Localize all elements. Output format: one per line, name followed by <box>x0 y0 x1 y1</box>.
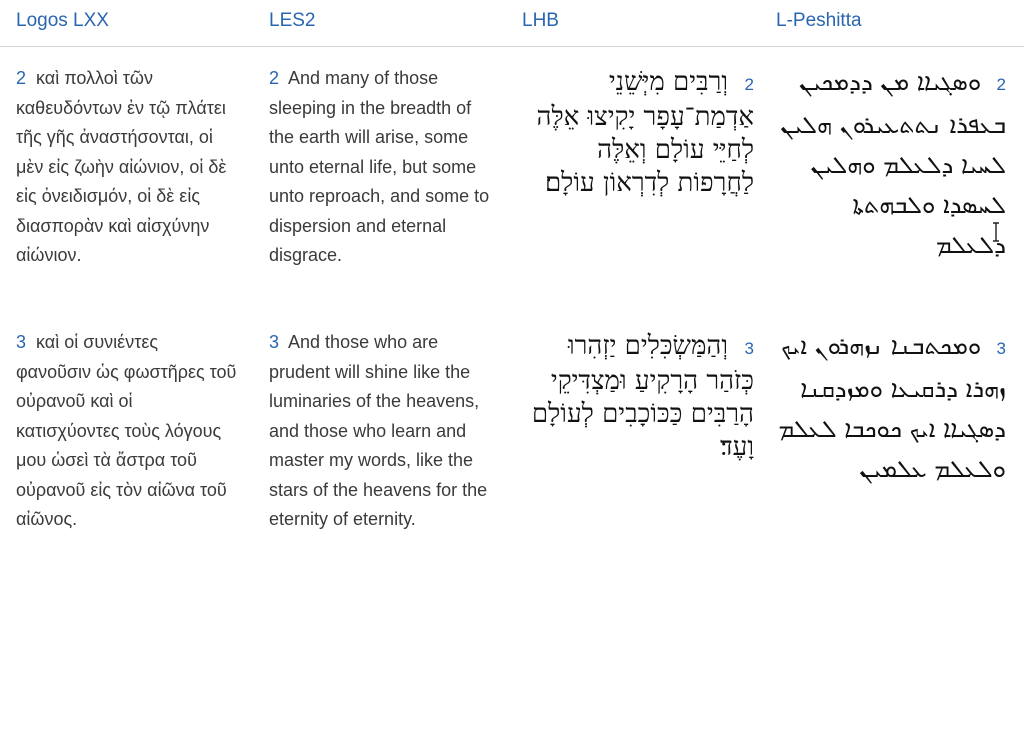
verse-text: ܘܣܓܝܐܐ ܡܢ ܕܕܡܟܝܢ ܒܥܦܪܐ ܢܬܬܥܝܪܘܢ ܗܠܝܢ ܠܚܝܐ ܕܠܥܠܡ ܘܗܠܝܢ ܠܚܣܕܐ ܘܠܒܗܬܬܐ ܕܠܥܠܡ <box>780 68 1006 259</box>
text-cursor-icon <box>992 222 1000 242</box>
verse-text: וְהַמַּשְׂכִּלִים יַזְהִרוּ כְּזֹהַר הָרָקִיעַ וּמַצְדִּיקֵי הָרַבִּים כַּכּוֹכָבִים לְעוֹלָם וָעֶד׃ <box>531 331 754 462</box>
column-title-logos-lxx[interactable]: Logos LXX <box>16 10 109 31</box>
lhb-verse-3 <box>522 330 754 464</box>
verse-text: וְרַבִּים מִיְּשֵׁנֵי אַדְמַת־עָפָר יָקִיצוּ אֵלֶּה לְחַיֵּי עוֹלָם וְאֵלֶּה לַחֲרָפוֹת לְדִרְאוֹן עוֹלָם׃ <box>536 67 754 198</box>
verse-text: ܘܡܟܬܒܢܐ ܢܙܗܪܘܢ ܐܝܟ ܙܗܪܐ ܕܪܩܝܥܐ ܘܡܙܕܩܢܐ ܕܣܓܝܐܐ ܐܝܟ ܟܘܟܒܐ ܠܥܠܡ ܘܠܥܠܡ ܥܠܡܝܢ <box>778 332 1006 483</box>
column-title-les2[interactable]: LES2 <box>269 10 316 31</box>
les2-verse-2 <box>269 64 501 271</box>
lxx-verse-3 <box>16 328 238 535</box>
verse-text: καὶ πολλοὶ τῶν καθευδόντων ἐν τῷ πλάτει τῆς γῆς ἀναστήσονται, οἱ μὲν εἰς ζωὴν αἰώνιον, οἱ δὲ εἰς ὀνειδισμόν, οἱ δὲ εἰς διασπορὰν καὶ αἰσχύνην αἰώνιον. <box>16 68 227 265</box>
verse-number[interactable]: 2 <box>744 75 754 94</box>
verse-number[interactable]: 2 <box>996 75 1006 94</box>
peshitta-verse-3 <box>776 326 1006 489</box>
verse-text: And many of those sleeping in the breadth of the earth will arise, some unto eternal life, but some unto reproach, and some to dispersion and eternal disgrace. <box>269 68 490 265</box>
verse-number[interactable]: 2 <box>16 68 27 88</box>
column-title-lhb[interactable]: LHB <box>522 10 559 31</box>
lhb-verse-2 <box>522 66 754 200</box>
verse-number[interactable]: 3 <box>269 332 280 352</box>
verse-text: And those who are prudent will shine like the luminaries of the heavens, and those who learn and master my words, like the stars of the heavens for the eternity of eternity. <box>269 332 488 529</box>
verse-number[interactable]: 2 <box>269 68 280 88</box>
column-title-l-peshitta[interactable]: L-Peshitta <box>776 10 862 31</box>
peshitta-verse-2 <box>776 62 1006 265</box>
verse-text: καὶ οἱ συνιέντες φανοῦσιν ὡς φωστῆρες τοῦ οὐρανοῦ καὶ οἱ κατισχύοντες τοὺς λόγους μου ὡσεὶ τὰ ἄστρα τοῦ οὐρανοῦ εἰς τὸν αἰῶνα τοῦ αἰῶνος. <box>16 332 237 529</box>
lxx-verse-2 <box>16 64 238 271</box>
column-header-bar <box>0 0 1024 47</box>
verse-number[interactable]: 3 <box>744 339 754 358</box>
les2-verse-3 <box>269 328 491 535</box>
verse-number[interactable]: 3 <box>996 339 1006 358</box>
verse-number[interactable]: 3 <box>16 332 27 352</box>
